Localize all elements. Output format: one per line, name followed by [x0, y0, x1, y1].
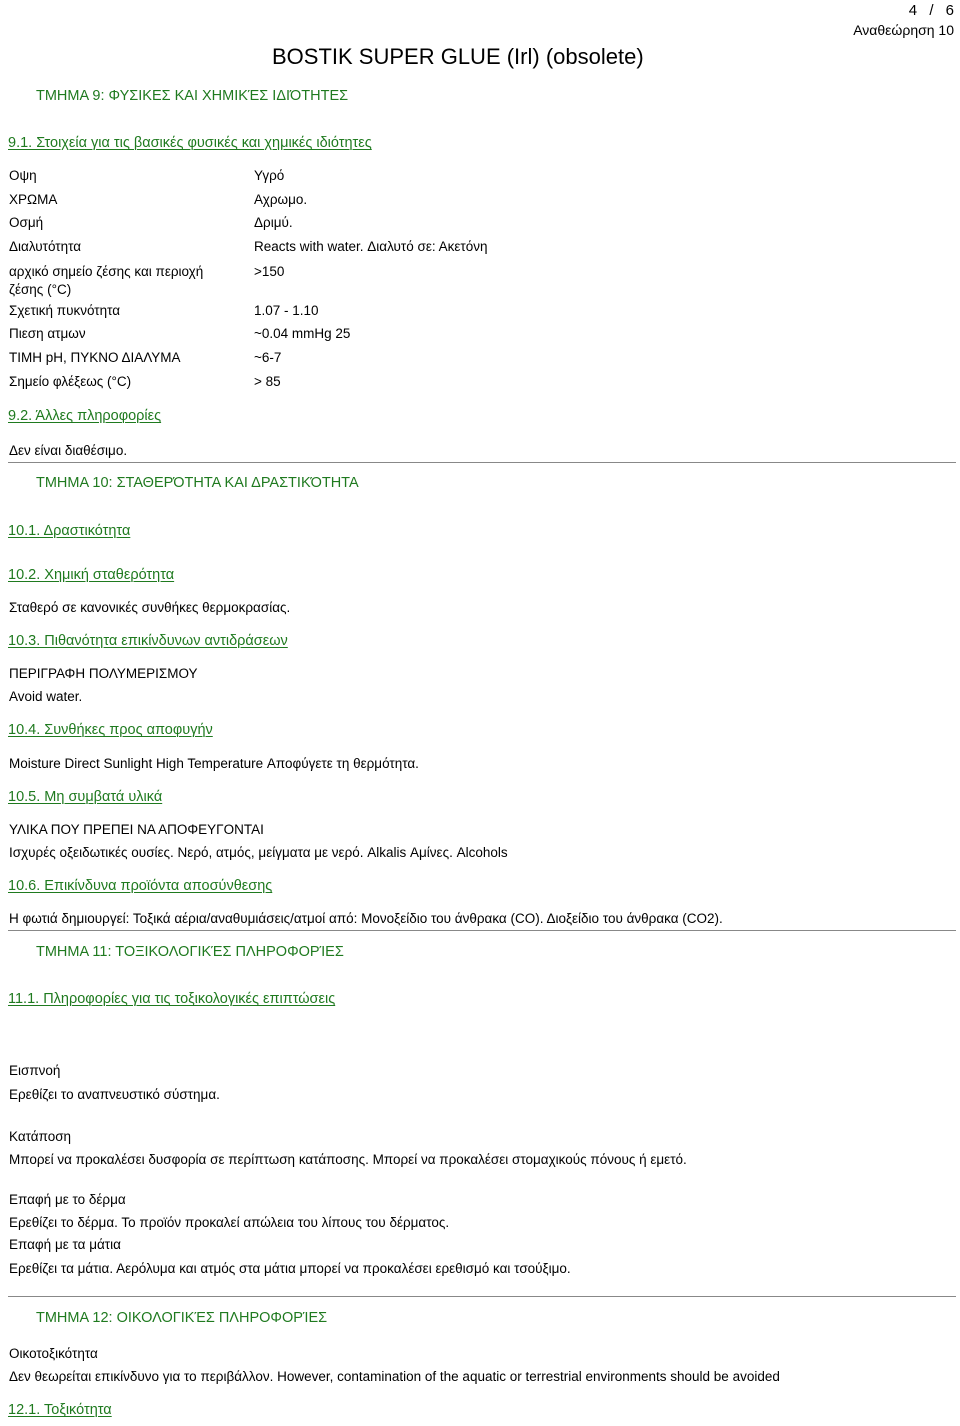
page-current: 4 [908, 2, 918, 19]
subsection-9-2: 9.2. Άλλες πληροφορίες [8, 408, 162, 424]
subsection-10-4: 10.4. Συνθήκες προς αποφυγήν [8, 722, 213, 738]
subsection-12-1: 12.1. Τοξικότητα [8, 1402, 112, 1418]
conditions-text: Moisture Direct Sunlight High Temperature Αποφύγετε τη θερμότητα. [9, 756, 419, 771]
prop-label: Σημείο φλέξεως (°C) [9, 374, 132, 389]
subsection-10-1: 10.1. Δραστικότητα [8, 523, 131, 539]
section-10-title: ΤΜΗΜΑ 10: ΣΤΑΘΕΡΌΤΗΤΑ ΚΑΙ ΔΡΑΣΤΙΚΌΤΗΤΑ [36, 475, 359, 491]
prop-label: ΤΙΜΗ pH, ΠΥΚΝΟ ΔΙΑΛΥΜΑ [9, 350, 181, 365]
prop-label-cont: ζέσης (°C) [9, 282, 72, 297]
subsection-10-6: 10.6. Επικίνδυνα προϊόντα αποσύνθεσης [8, 878, 273, 894]
materials-text: Ισχυρές οξειδωτικές ουσίες. Νερό, ατμός, μείγματα με νερό. Alkalis Αμίνες. Alcohols [9, 845, 508, 860]
ingestion-label: Κατάποση [9, 1129, 72, 1144]
subsection-11-1: 11.1. Πληροφορίες για τις τοξικολογικές επιπτώσεις [8, 991, 336, 1007]
prop-value: Reacts with water. Διαλυτό σε: Ακετόνη [254, 239, 488, 254]
inhalation-label: Εισπνοή [9, 1063, 61, 1078]
page-total: 6 [945, 2, 954, 19]
prop-label: Οσμή [9, 215, 44, 230]
inhalation-text: Ερεθίζει το αναπνευστικό σύστημα. [9, 1087, 220, 1102]
prop-label: Σχετική πυκνότητα [9, 303, 121, 318]
prop-value: ~6-7 [254, 350, 282, 365]
skin-text: Ερεθίζει το δέρμα. Το προϊόν προκαλεί απώλεια του λίπους του δέρματος. [9, 1215, 450, 1230]
prop-value: > 85 [254, 374, 281, 389]
skin-label: Επαφή με το δέρμα [9, 1192, 126, 1207]
prop-label: αρχικό σημείο ζέσης και περιοχή [9, 264, 204, 279]
page-number [909, 2, 954, 19]
ecotoxicity-text: Δεν θεωρείται επικίνδυνο για το περιβάλλον. However, contamination of the aquatic or terrestrial environments should be avoided [9, 1369, 780, 1384]
page-separator: / [929, 2, 934, 19]
ecotoxicity-label: Οικοτοξικότητα [9, 1346, 98, 1361]
materials-label: ΥΛΙΚΑ ΠΟΥ ΠΡΕΠΕΙ ΝΑ ΑΠΟΦΕΥΓΟΝΤΑΙ [9, 822, 264, 837]
polymerization-label: ΠΕΡΙΓΡΑΦΗ ΠΟΛΥΜΕΡΙΣΜΟΥ [9, 666, 198, 681]
prop-label: Διαλυτότητα [9, 239, 82, 254]
section-12-title: ΤΜΗΜΑ 12: ΟΙΚΟΛΟΓΙΚΈΣ ΠΛΗΡΟΦΟΡΊΕΣ [36, 1310, 328, 1326]
subsection-10-5: 10.5. Μη συμβατά υλικά [8, 789, 163, 805]
subsection-10-2: 10.2. Χημική σταθερότητα [8, 567, 175, 583]
ingestion-text: Μπορεί να προκαλέσει δυσφορία σε περίπτωση κατάποσης. Μπορεί να προκαλέσει στομαχικούς πόνους ή εμετό. [9, 1152, 687, 1167]
prop-label: Οψη [9, 168, 37, 183]
eyes-text: Ερεθίζει τα μάτια. Αερόλυμα και ατμός στα μάτια μπορεί να προκαλέσει ερεθισμό και τσούξιμο. [9, 1261, 571, 1276]
prop-value: Δριμύ. [254, 215, 293, 230]
section-9-header [8, 76, 956, 120]
other-info-text: Δεν είναι διαθέσιμο. [9, 443, 128, 458]
eyes-label: Επαφή με τα μάτια [9, 1237, 121, 1252]
revision-number: Αναθεώρηση 10 [853, 22, 954, 38]
section-11-title: ΤΜΗΜΑ 11: ΤΟΞΙΚΟΛΟΓΙΚΈΣ ΠΛΗΡΟΦΟΡΊΕΣ [36, 944, 344, 960]
section-12-header [8, 1296, 956, 1341]
prop-value: 1.07 - 1.10 [254, 303, 319, 318]
prop-value: Αχρωμο. [254, 192, 308, 207]
section-10-header [8, 462, 956, 507]
polymerization-text: Avoid water. [9, 689, 83, 704]
prop-value: Υγρό [254, 168, 285, 183]
prop-value: >150 [254, 264, 285, 279]
prop-label: ΧΡΩΜΑ [9, 192, 58, 207]
prop-label: Πιεση ατμων [9, 326, 86, 341]
document-title: BOSTIK SUPER GLUE (Irl) (obsolete) [272, 44, 644, 69]
subsection-9-1: 9.1. Στοιχεία για τις βασικές φυσικές και χημικές ιδιότητες [8, 135, 372, 151]
prop-value: ~0.04 mmHg 25 [254, 326, 351, 341]
section-9-title: ΤΜΗΜΑ 9: ΦΥΣΙΚΕΣ ΚΑΙ ΧΗΜΙΚΈΣ ΙΔΙΌΤΗΤΕΣ [36, 88, 349, 104]
section-11-header [8, 930, 956, 975]
decomposition-text: Η φωτιά δημιουργεί: Τοξικά αέρια/αναθυμιάσεις/ατμοί από: Μονοξείδιο του άνθρακα (CO). Διοξείδιο του άνθρακα (CO2). [9, 911, 723, 926]
stability-text: Σταθερό σε κανονικές συνθήκες θερμοκρασίας. [9, 600, 291, 615]
subsection-10-3: 10.3. Πιθανότητα επικίνδυνων αντιδράσεων [8, 633, 288, 649]
